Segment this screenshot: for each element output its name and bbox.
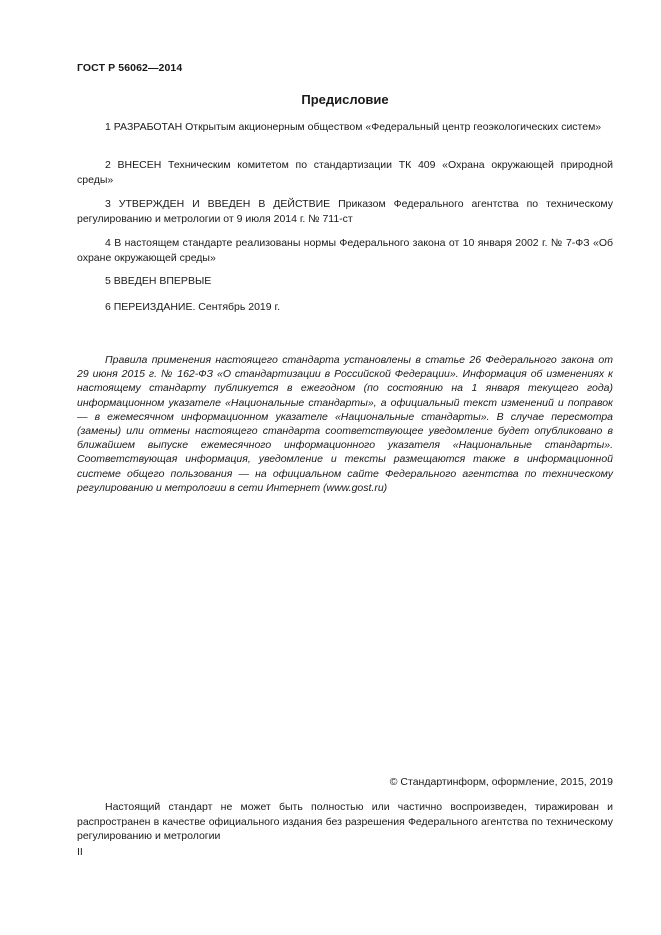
foreword-item-introduced: 2 ВНЕСЕН Техническим комитетом по стандартизации ТК 409 «Охрана окружающей природной среды» (77, 159, 613, 186)
copyright-line: © Стандартинформ, оформление, 2015, 2019 (389, 776, 613, 788)
foreword-item-approved: 3 УТВЕРЖДЕН И ВВЕДЕН В ДЕЙСТВИЕ Приказом Федерального агентства по техническому регулированию и метрологии от 9 июля 2014 г. № 711-ст (77, 198, 613, 225)
foreword-item-first-introduced: 5 ВВЕДЕН ВПЕРВЫЕ (105, 275, 212, 287)
foreword-item-law: 4 В настоящем стандарте реализованы нормы Федерального закона от 10 января 2002 г. № 7-ФЗ «Об охране окружающей среды» (77, 237, 613, 264)
reproduction-rights-notice: Настоящий стандарт не может быть полностью или частично воспроизведен, тиражирован и распространен в качестве официального издания без разрешения Федерального агентства по техническому регулированию и метрологии (77, 801, 613, 842)
foreword-item-reissue: 6 ПЕРЕИЗДАНИЕ. Сентябрь 2019 г. (105, 301, 280, 313)
section-title: Предисловие (301, 92, 389, 107)
application-rules-notice: Правила применения настоящего стандарта установлены в статье 26 Федерального закона от 29 июня 2015 г. № 162-ФЗ «О стандартизации в Российской Федерации». Информация об изменениях к настоящему стандарту публикуется в ежегодном (по состоянию на 1 января текущего года) информационном указателе «Национальные стандарты», а официальный текст изменений и поправок — в ежемесячном информационном указателе «Национальные стандарты». В случае пересмотра (замены) или отмены настоящего стандарта соответствующее уведомление будет опубликовано в ближайшем выпуске ежемесячного информационного указателя «Национальные стандарты». Соответствующая информация, уведомление и тексты размещаются также в информационной системе общего пользования — на официальном сайте Федерального агентства по техническому регулированию и метрологии в сети Интернет (www.gost.ru) (77, 354, 613, 494)
page-number: II (77, 846, 83, 858)
foreword-item-developed: 1 РАЗРАБОТАН Открытым акционерным обществом «Федеральный центр геоэкологических систем» (105, 121, 602, 133)
standard-code: ГОСТ Р 56062—2014 (77, 62, 183, 74)
